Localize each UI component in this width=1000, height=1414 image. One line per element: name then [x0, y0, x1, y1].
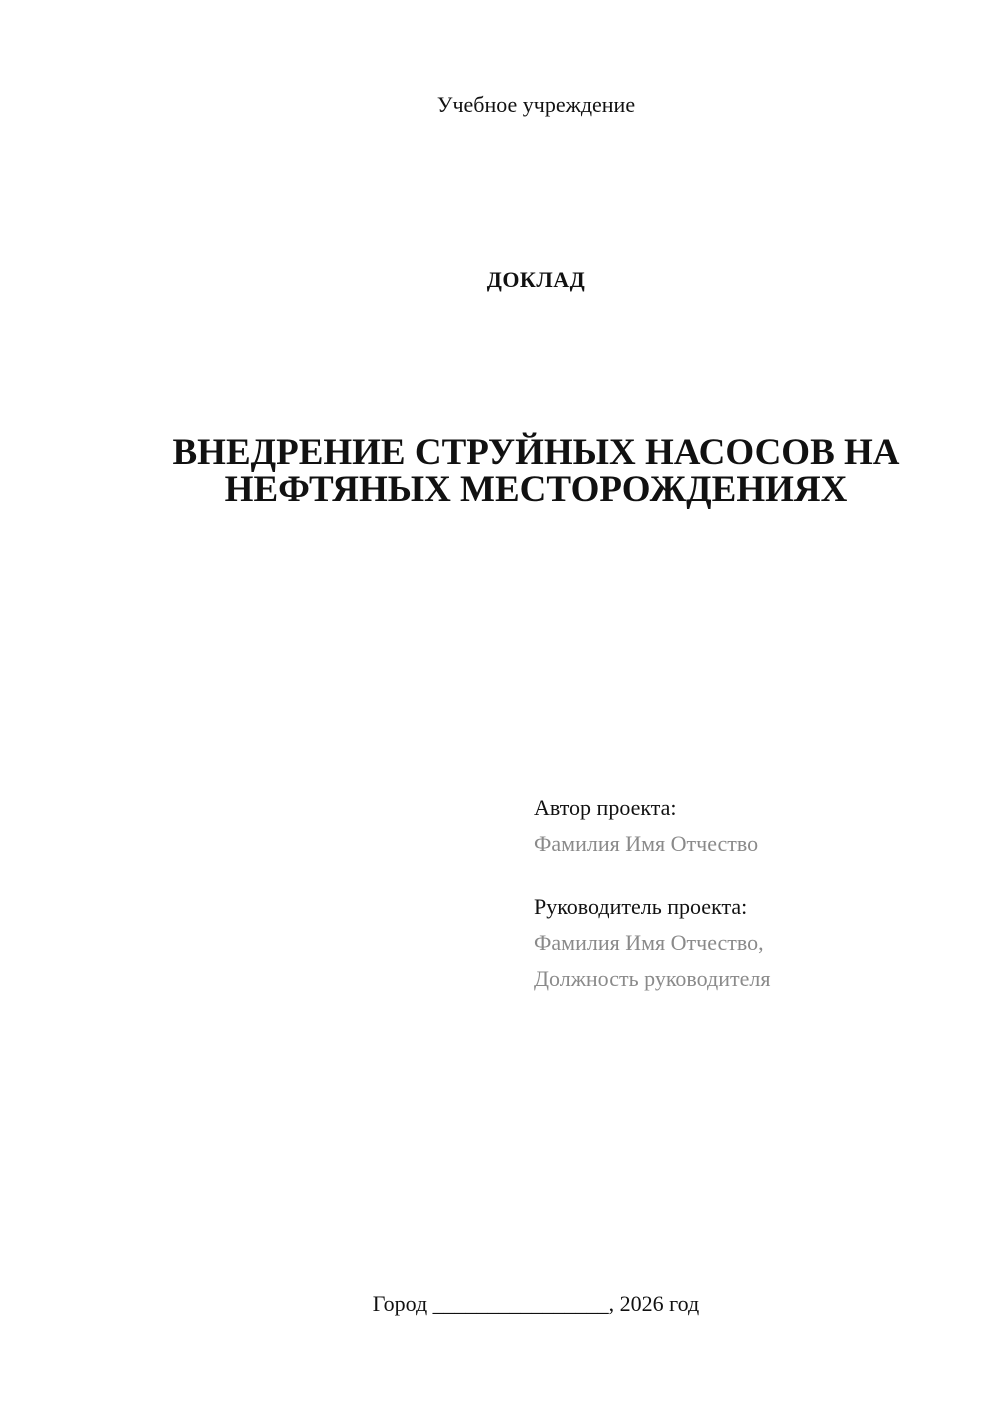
city-year-line: Город ________________, 2026 год	[372, 1291, 700, 1316]
supervisor-label: Руководитель проекта:	[534, 894, 748, 919]
document-title-line-1: ВНЕДРЕНИЕ СТРУЙНЫХ НАСОСОВ НА	[172, 432, 900, 473]
document-type: ДОКЛАД	[486, 267, 586, 292]
institution-name: Учебное учреждение	[436, 92, 636, 117]
supervisor-name: Фамилия Имя Отчество,	[534, 930, 764, 955]
supervisor-position: Должность руководителя	[534, 966, 771, 991]
document-title-line-2: НЕФТЯНЫХ МЕСТОРОЖДЕНИЯХ	[224, 469, 848, 510]
project-credits	[534, 790, 974, 997]
credits-spacer	[534, 862, 974, 889]
document-title	[140, 434, 932, 508]
author-label: Автор проекта:	[534, 795, 677, 820]
author-name: Фамилия Имя Отчество	[534, 831, 759, 856]
